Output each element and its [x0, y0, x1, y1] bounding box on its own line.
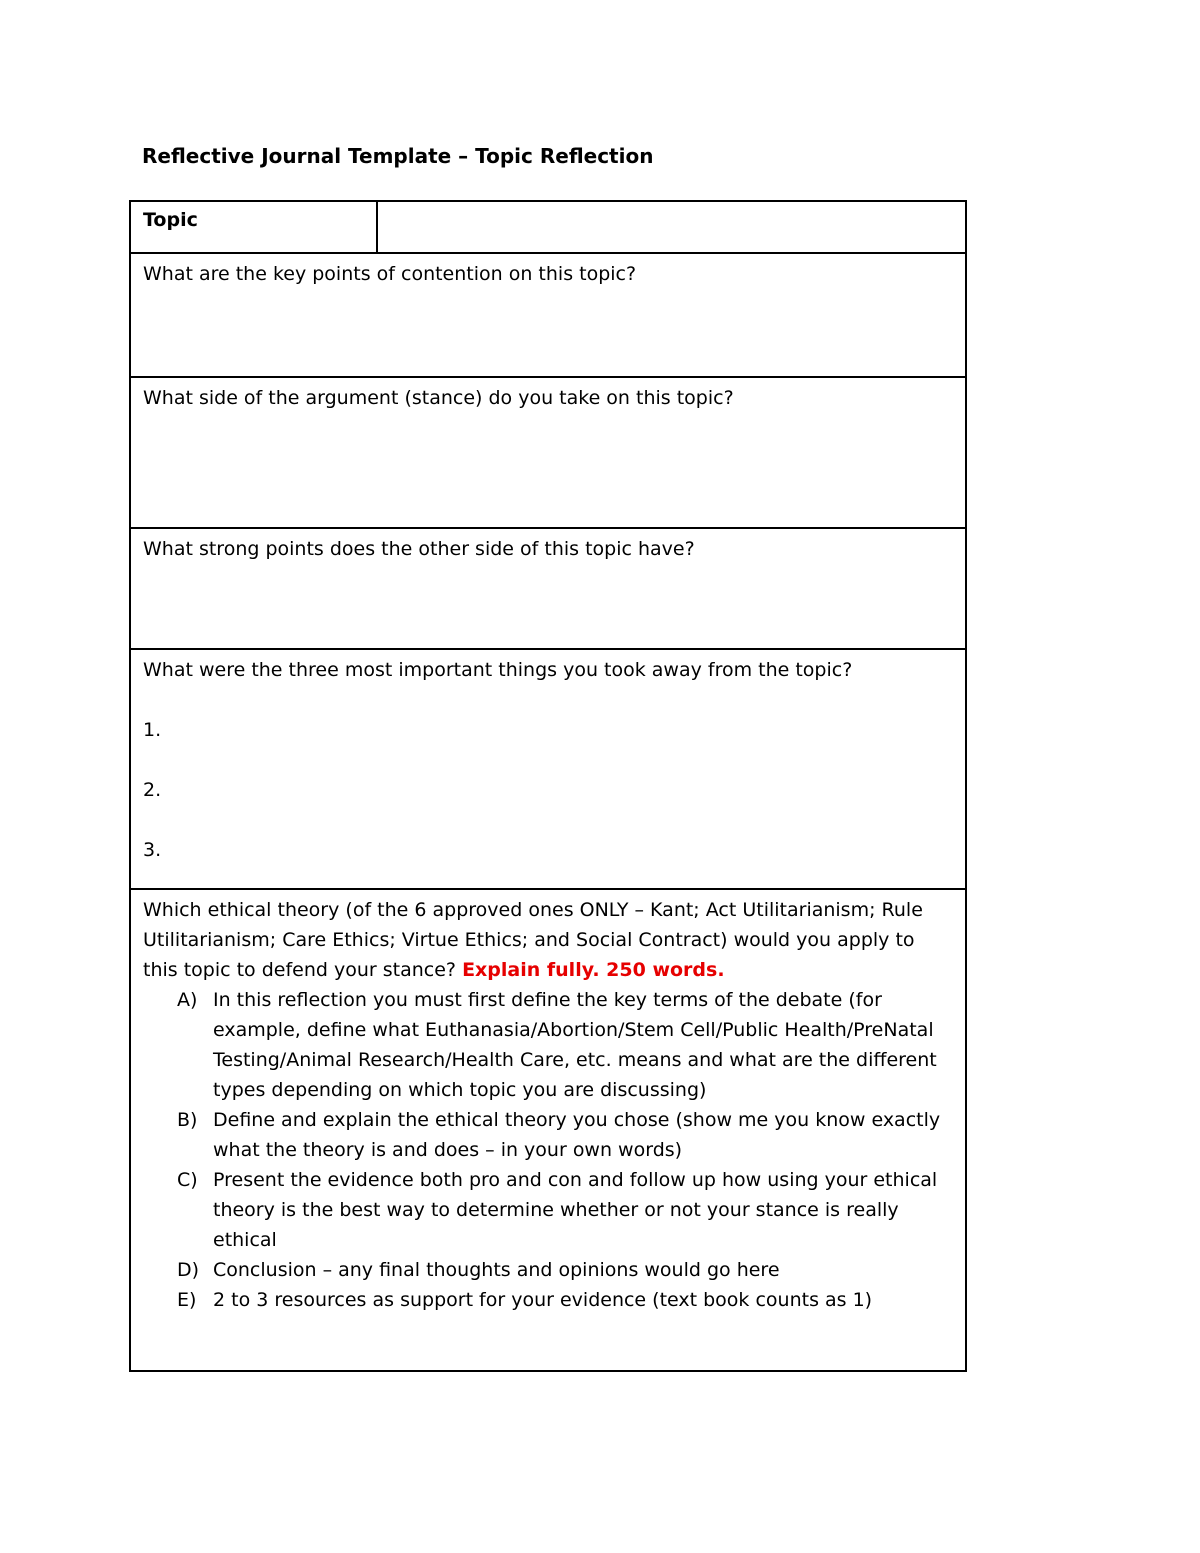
requirement-marker: B) — [177, 1109, 198, 1131]
contention-cell[interactable] — [131, 252, 965, 378]
requirements-list — [143, 985, 951, 1315]
requirement-marker: E) — [177, 1289, 197, 1311]
requirement-item — [143, 1255, 951, 1285]
other-side-cell[interactable] — [131, 527, 965, 649]
ethical-theory-question — [143, 895, 951, 985]
requirement-text: Define and explain the ethical theory you chose (show me you know exactly what the theory is and does – in your own words) — [213, 1109, 941, 1161]
requirement-text: Present the evidence both pro and con and follow up how using your ethical theory is the best way to determine whether or not your stance is really ethical — [213, 1169, 938, 1251]
requirement-item — [143, 1285, 951, 1315]
ethical-theory-intro: Which ethical theory (of the 6 approved ones ONLY – Kant; Act Utilitarianism; Rule Utilitarianism; Care Ethics; Virtue Ethics; and Social Contract) would you apply to this topic to defend your stance? — [143, 899, 923, 981]
takeaway-item-1: 1. — [143, 719, 162, 741]
topic-field[interactable] — [378, 202, 965, 254]
word-count-requirement: Explain fully. 250 words. — [462, 959, 725, 981]
requirement-item — [143, 1165, 951, 1255]
requirement-text: 2 to 3 resources as support for your evidence (text book counts as 1) — [213, 1289, 873, 1311]
requirement-item — [143, 985, 951, 1105]
topic-label: Topic — [131, 202, 378, 254]
requirement-marker: C) — [177, 1169, 198, 1191]
stance-cell[interactable] — [131, 376, 965, 528]
requirement-text: Conclusion – any final thoughts and opinions would go here — [213, 1259, 780, 1281]
other-side-question: What strong points does the other side of this topic have? — [143, 538, 695, 560]
takeaway-item-3: 3. — [143, 839, 162, 861]
takeaway-item-2: 2. — [143, 779, 162, 801]
journal-table — [129, 200, 967, 1372]
requirement-item — [143, 1105, 951, 1165]
page-title: Reflective Journal Template – Topic Reflection — [142, 144, 654, 168]
takeaways-question: What were the three most important things you took away from the topic? — [143, 659, 853, 681]
ethical-theory-cell[interactable] — [131, 888, 965, 1370]
stance-question: What side of the argument (stance) do you take on this topic? — [143, 387, 734, 409]
takeaways-cell[interactable] — [131, 648, 965, 889]
contention-question: What are the key points of contention on this topic? — [143, 263, 637, 285]
requirement-text: In this reflection you must first define the key terms of the debate (for example, define what Euthanasia/Abortion/Stem Cell/Public Health/PreNatal Testing/Animal Research/Health Care, etc. means and what are the different types depending on which topic you are discussing) — [213, 989, 937, 1101]
requirement-marker: A) — [177, 989, 198, 1011]
requirement-marker: D) — [177, 1259, 200, 1281]
